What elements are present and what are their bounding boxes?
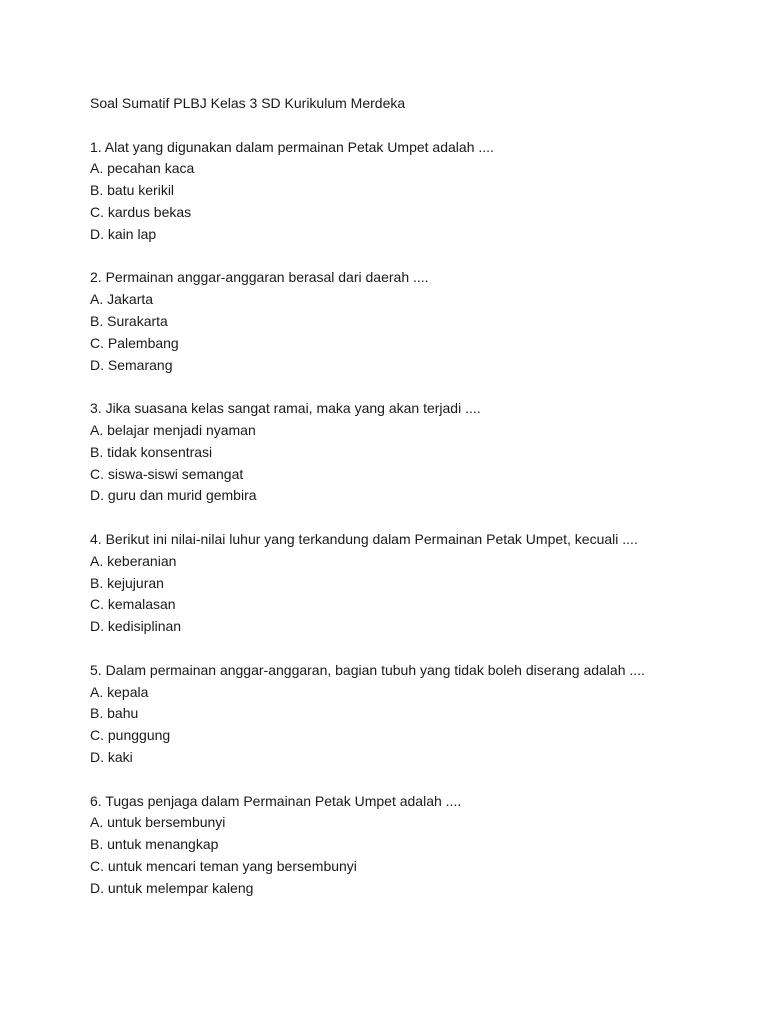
option-a: A. Jakarta: [90, 291, 154, 308]
question-text: 1. Alat yang digunakan dalam permainan Petak Umpet adalah ....: [90, 138, 494, 155]
question-text: 3. Jika suasana kelas sangat ramai, maka yang akan terjadi ....: [90, 400, 481, 417]
option-d: D. kaki: [90, 748, 133, 765]
option-d: D. Semarang: [90, 356, 173, 373]
option-a: A. untuk bersembunyi: [90, 814, 226, 831]
question-2: [90, 267, 728, 376]
option-c: C. kardus bekas: [90, 203, 192, 220]
option-b: B. bahu: [90, 705, 139, 722]
option-d: D. kedisiplinan: [90, 618, 182, 635]
question-text: 4. Berikut ini nilai-nilai luhur yang terkandung dalam Permainan Petak Umpet, kecuali ....: [90, 530, 638, 547]
question-3: [90, 398, 728, 507]
question-1: [90, 137, 728, 246]
option-c: C. untuk mencari teman yang bersembunyi: [90, 857, 357, 874]
question-text: 5. Dalam permainan anggar-anggaran, bagian tubuh yang tidak boleh diserang adalah ....: [90, 661, 645, 678]
option-c: C. siswa-siswi semangat: [90, 465, 244, 482]
option-a: A. kepala: [90, 683, 149, 700]
option-d: D. guru dan murid gembira: [90, 487, 257, 504]
option-d: D. kain lap: [90, 225, 157, 242]
option-c: C. punggung: [90, 727, 171, 744]
question-4: [90, 529, 728, 638]
question-6: [90, 791, 728, 900]
option-d: D. untuk melempar kaleng: [90, 879, 254, 896]
question-text: 6. Tugas penjaga dalam Permainan Petak Umpet adalah ....: [90, 792, 462, 809]
option-b: B. tidak konsentrasi: [90, 443, 213, 460]
option-a: A. keberanian: [90, 552, 177, 569]
question-5: [90, 660, 728, 769]
option-a: A. belajar menjadi nyaman: [90, 421, 256, 438]
option-b: B. kejujuran: [90, 574, 164, 591]
option-a: A. pecahan kaca: [90, 160, 195, 177]
option-b: B. Surakarta: [90, 312, 168, 329]
question-text: 2. Permainan anggar-anggaran berasal dari daerah ....: [90, 269, 429, 286]
option-c: C. Palembang: [90, 334, 179, 351]
option-c: C. kemalasan: [90, 596, 176, 613]
option-b: B. untuk menangkap: [90, 836, 219, 853]
document-title: Soal Sumatif PLBJ Kelas 3 SD Kurikulum Merdeka: [90, 95, 406, 111]
option-b: B. batu kerikil: [90, 182, 175, 199]
